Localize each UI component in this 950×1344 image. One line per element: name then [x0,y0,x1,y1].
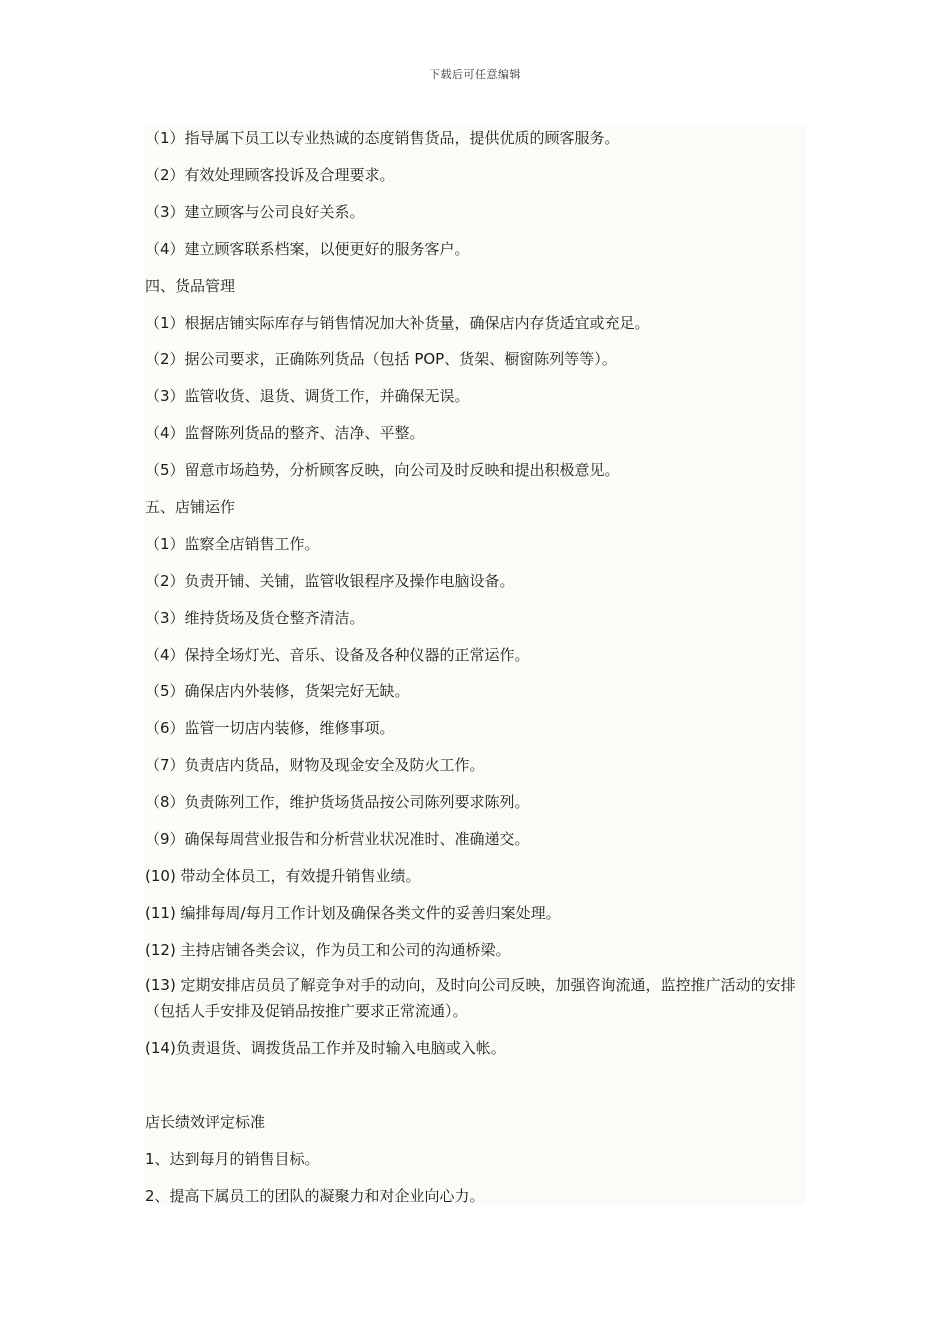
list-item: （3）建立顾客与公司良好关系。 [145,203,365,221]
list-item: （1）指导属下员工以专业热诚的态度销售货品，提供优质的顾客服务。 [145,129,620,147]
list-item: (14)负责退货、调拨货品工作并及时输入电脑或入帐。 [145,1039,506,1057]
list-item: （3）维持货场及货仓整齐清洁。 [145,609,365,627]
section-heading: 店长绩效评定标准 [145,1113,266,1131]
list-item: (10) 带动全体员工，有效提升销售业绩。 [145,867,421,885]
list-item: 1、达到每月的销售目标。 [145,1150,320,1168]
list-item: （5）留意市场趋势，分析顾客反映，向公司及时反映和提出积极意见。 [145,461,620,479]
list-item: （2）负责开铺、关铺，监管收银程序及操作电脑设备。 [145,572,515,590]
section-heading: 四、货品管理 [145,277,236,295]
list-item: （1）根据店铺实际库存与销售情况加大补货量，确保店内存货适宜或充足。 [145,314,650,332]
list-item: 2、提高下属员工的团队的凝聚力和对企业向心力。 [145,1187,485,1205]
list-item: （2）有效处理顾客投诉及合理要求。 [145,166,395,184]
list-item: （5）确保店内外装修，货架完好无缺。 [145,682,410,700]
list-item: （4）监督陈列货品的整齐、洁净、平整。 [145,424,425,442]
list-item: (11) 编排每周/每月工作计划及确保各类文件的妥善归案处理。 [145,904,561,922]
section-heading: 五、店铺运作 [145,498,236,516]
list-item: (13) 定期安排店员员了解竞争对手的动向，及时向公司反映，加强咨询流通，监控推广活动的安排（包括人手安排及促销品按推广要求正常流通）。 [145,976,796,1020]
list-item: (12) 主持店铺各类会议，作为员工和公司的沟通桥梁。 [145,941,511,959]
list-item: （3）监管收货、退货、调货工作，并确保无误。 [145,387,470,405]
list-item: （2）据公司要求，正确陈列货品（包括 POP、货架、橱窗陈列等等）。 [145,350,617,368]
list-item: （6）监管一切店内装修，维修事项。 [145,719,395,737]
list-item: （8）负责陈列工作，维护货场货品按公司陈列要求陈列。 [145,793,530,811]
list-item: （4）保持全场灯光、音乐、设备及各种仪器的正常运作。 [145,646,530,664]
list-item: （9）确保每周营业报告和分析营业状况准时、准确递交。 [145,830,530,848]
list-item: （7）负责店内货品，财物及现金安全及防火工作。 [145,756,485,774]
list-item: （4）建立顾客联系档案，以便更好的服务客户。 [145,240,470,258]
list-item: （1）监察全店销售工作。 [145,535,320,553]
page-header: 下载后可任意编辑 [429,68,521,81]
